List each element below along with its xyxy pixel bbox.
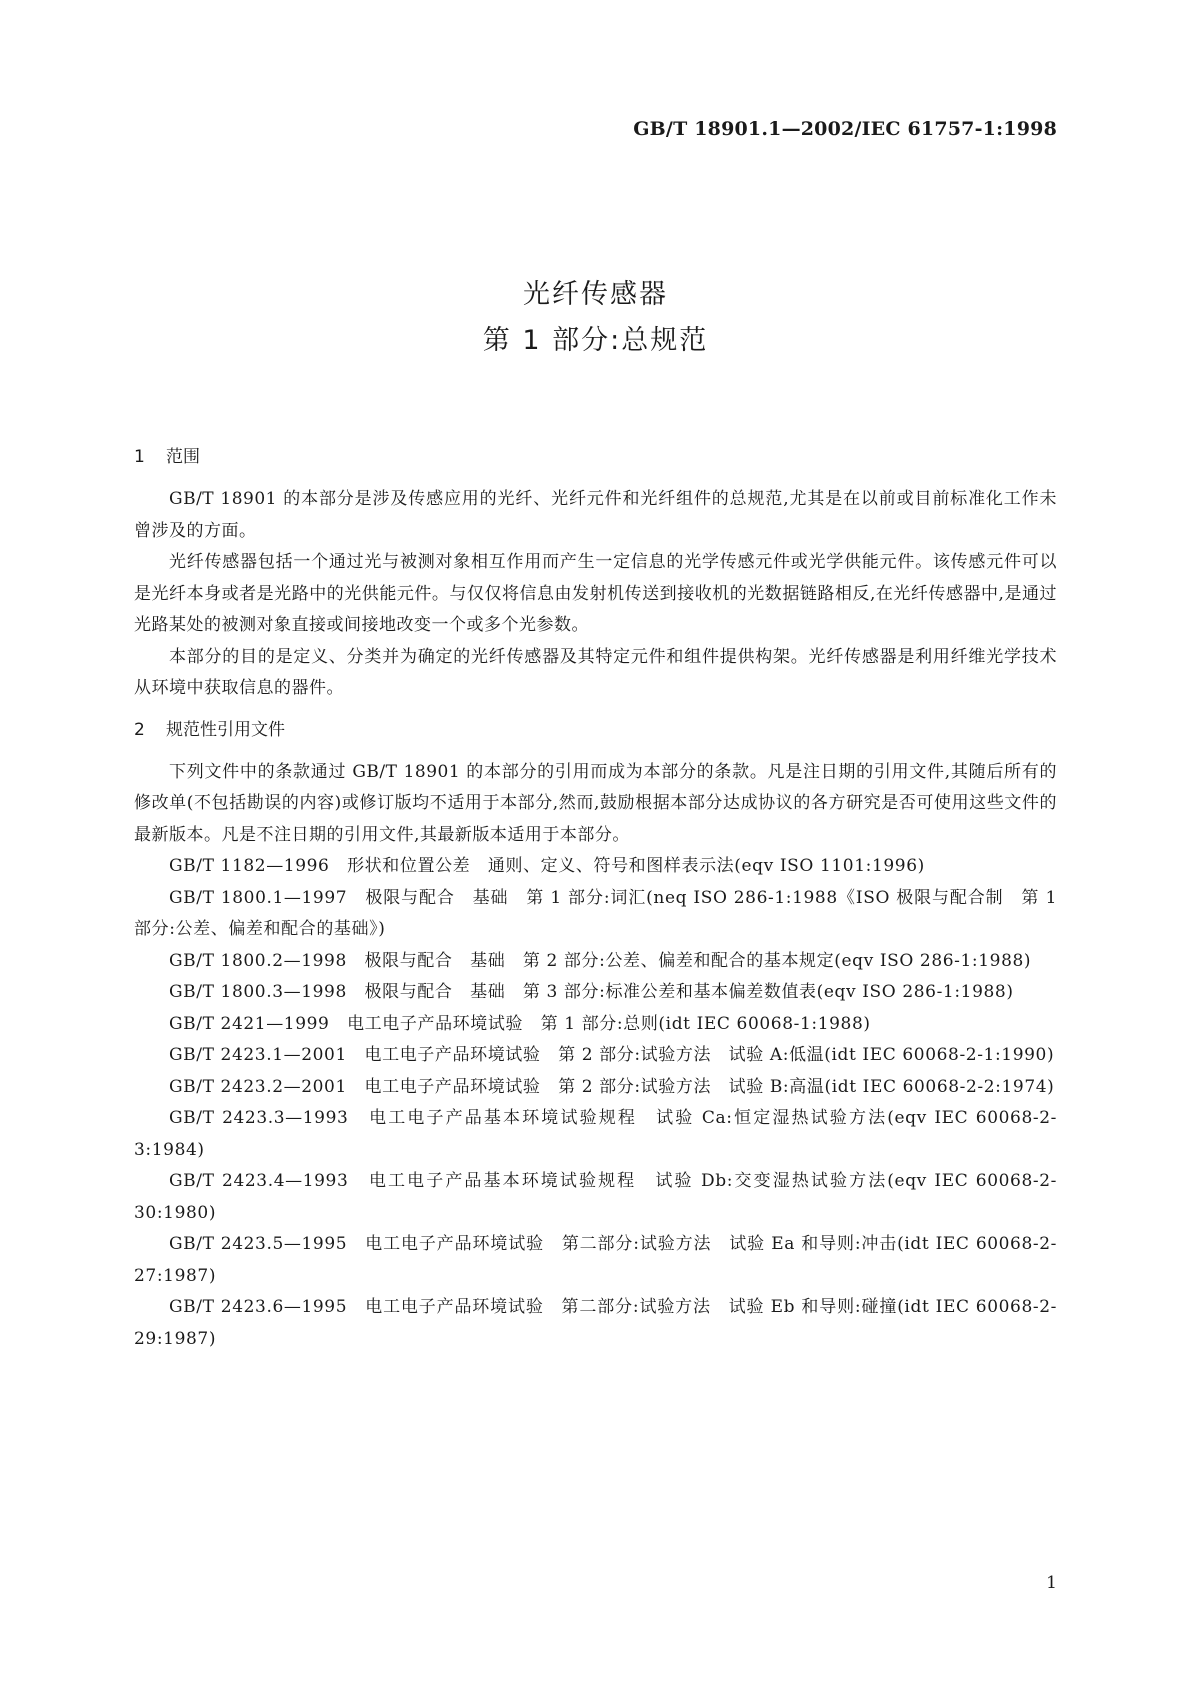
- standard-code: GB/T 18901.1—2002/IEC 61757-1:1998: [633, 118, 1057, 140]
- title-line-2: 第 1 部分:总规范: [482, 325, 709, 356]
- reference-item: GB/T 2423.1—2001 电工电子产品环境试验 第 2 部分:试验方法 试验 A:低温(idt IEC 60068-2-1:1990): [169, 1045, 1055, 1065]
- section-title: 范围: [166, 447, 200, 467]
- section-1-heading: [134, 442, 1057, 472]
- document-title: [0, 272, 1191, 364]
- reference-item: GB/T 1800.1—1997 极限与配合 基础 第 1 部分:词汇(neq ISO 286-1:1988《ISO 极限与配合制 第 1 部分:公差、偏差和配合的基础》): [134, 887, 1057, 939]
- title-line-1: 光纤传感器: [523, 279, 668, 310]
- section-2-heading: [134, 715, 1057, 745]
- reference-list: [134, 851, 1057, 1355]
- paragraph: 下列文件中的条款通过 GB/T 18901 的本部分的引用而成为本部分的条款。凡是注日期的引用文件,其随后所有的修改单(不包括勘误的内容)或修订版均不适用于本部分,然而,鼓励根据本部分达成协议的各方研究是否可使用这些文件的最新版本。凡是不注日期的引用文件,其最新版本适用于本部分。: [134, 761, 1057, 845]
- reference-item: GB/T 2423.2—2001 电工电子产品环境试验 第 2 部分:试验方法 试验 B:高温(idt IEC 60068-2-2:1974): [169, 1076, 1055, 1097]
- reference-item: GB/T 2423.6—1995 电工电子产品环境试验 第二部分:试验方法 试验 Eb 和导则:碰撞(idt IEC 60068-2-29:1987): [134, 1297, 1057, 1349]
- section-title: 规范性引用文件: [166, 719, 285, 740]
- paragraph: 本部分的目的是定义、分类并为确定的光纤传感器及其特定元件和组件提供构架。光纤传感器是利用纤维光学技术从环境中获取信息的器件。: [134, 646, 1057, 698]
- reference-item: GB/T 2423.5—1995 电工电子产品环境试验 第二部分:试验方法 试验 Ea 和导则:冲击(idt IEC 60068-2-27:1987): [134, 1234, 1057, 1286]
- reference-item: GB/T 2423.4—1993 电工电子产品基本环境试验规程 试验 Db:交变湿热试验方法(eqv IEC 60068-2-30:1980): [134, 1171, 1057, 1223]
- reference-item: GB/T 2423.3—1993 电工电子产品基本环境试验规程 试验 Ca:恒定湿热试验方法(eqv IEC 60068-2-3:1984): [134, 1108, 1057, 1160]
- section-number: 2: [134, 719, 145, 740]
- reference-item: GB/T 1182—1996 形状和位置公差 通则、定义、符号和图样表示法(eqv ISO 1101:1996): [169, 856, 925, 876]
- section-number: 1: [134, 447, 145, 467]
- reference-item: GB/T 2421—1999 电工电子产品环境试验 第 1 部分:总则(idt IEC 60068-1:1988): [169, 1013, 871, 1034]
- paragraph: 光纤传感器包括一个通过光与被测对象相互作用而产生一定信息的光学传感元件或光学供能元件。该传感元件可以是光纤本身或者是光路中的光供能元件。与仅仅将信息由发射机传送到接收机的光数据链路相反,在光纤传感器中,是通过光路某处的被测对象直接或间接地改变一个或多个光参数。: [134, 552, 1057, 635]
- paragraph: GB/T 18901 的本部分是涉及传感应用的光纤、光纤元件和光纤组件的总规范,尤其是在以前或目前标准化工作未曾涉及的方面。: [134, 489, 1057, 541]
- document-body: [134, 442, 1057, 1355]
- page-number: 1: [1046, 1573, 1057, 1593]
- reference-item: GB/T 1800.2—1998 极限与配合 基础 第 2 部分:公差、偏差和配合的基本规定(eqv ISO 286-1:1988): [169, 950, 1032, 971]
- reference-item: GB/T 1800.3—1998 极限与配合 基础 第 3 部分:标准公差和基本偏差数值表(eqv ISO 286-1:1988): [169, 982, 1014, 1002]
